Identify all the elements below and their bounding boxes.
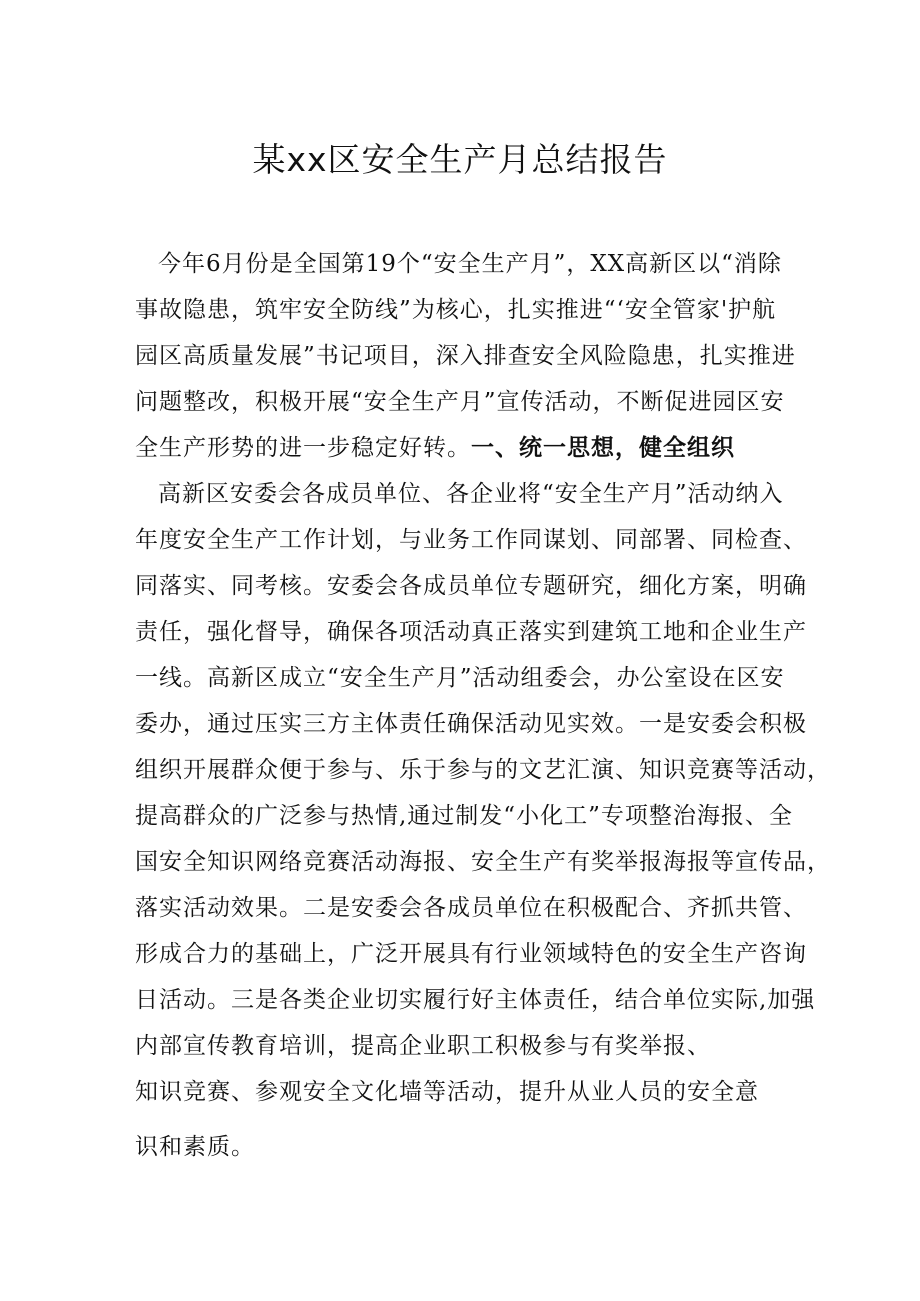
- paragraph-line: 年度安全生产工作计划，与业务工作同谋划、同部署、同检查、: [135, 527, 807, 553]
- paragraph-line: 同落实、同考核。安委会各成员单位专题研究，细化方案，明确: [135, 573, 807, 599]
- paragraph-line: 问题整改，积极开展“安全生产月”宣传活动，不断促进园区安: [135, 389, 785, 415]
- paragraph-line: 国安全知识网络竞赛活动海报、安全生产有奖举报海报等宣传品，: [135, 849, 831, 875]
- paragraph-line: 高新区安委会各成员单位、各企业将“安全生产月”活动纳入: [158, 481, 784, 507]
- paragraph-line: 识和素质。: [135, 1134, 255, 1160]
- paragraph-line: 形成合力的基础上，广泛开展具有行业领域特色的安全生产咨询: [135, 941, 807, 967]
- paragraph-line: 今年6月份是全国第19个“安全生产月”，XX高新区以“消除: [158, 251, 782, 277]
- paragraph-line: 一线。高新区成立“安全生产月”活动组委会，办公室设在区安: [135, 665, 785, 691]
- document-title: 某xx区安全生产月总结报告: [252, 140, 668, 179]
- paragraph-text: 全生产形势的进一步稳定好转。: [135, 435, 471, 461]
- paragraph-line-with-heading: [135, 430, 735, 466]
- section-heading: 一、统一思想，健全组织: [471, 434, 735, 461]
- paragraph-line: 内部宣传教育培训，提高企业职工积极参与有奖举报、: [135, 1033, 711, 1059]
- paragraph-line: 委办，通过压实三方主体责任确保活动见实效。一是安委会积极: [135, 711, 807, 737]
- paragraph-line: 组织开展群众便于参与、乐于参与的文艺汇演、知识竞赛等活动，: [135, 757, 831, 783]
- paragraph-line: 责任，强化督导，确保各项活动真正落实到建筑工地和企业生产: [135, 619, 807, 645]
- paragraph-line: 日活动。三是各类企业切实履行好主体责任，结合单位实际,加强: [135, 987, 816, 1013]
- paragraph-line: 提高群众的广泛参与热情,通过制发“小化工”专项整治海报、全: [135, 803, 793, 829]
- paragraph-line: 落实活动效果。二是安委会各成员单位在积极配合、齐抓共管、: [135, 895, 807, 921]
- paragraph-line: 知识竞赛、参观安全文化墙等活动，提升从业人员的安全意: [135, 1079, 759, 1105]
- paragraph-line: 园区高质量发展”书记项目，深入排查安全风险隐患，扎实推进: [135, 343, 796, 369]
- paragraph-line: 事故隐患，筑牢安全防线”为核心，扎实推进“‘安全管家'护航: [135, 297, 777, 323]
